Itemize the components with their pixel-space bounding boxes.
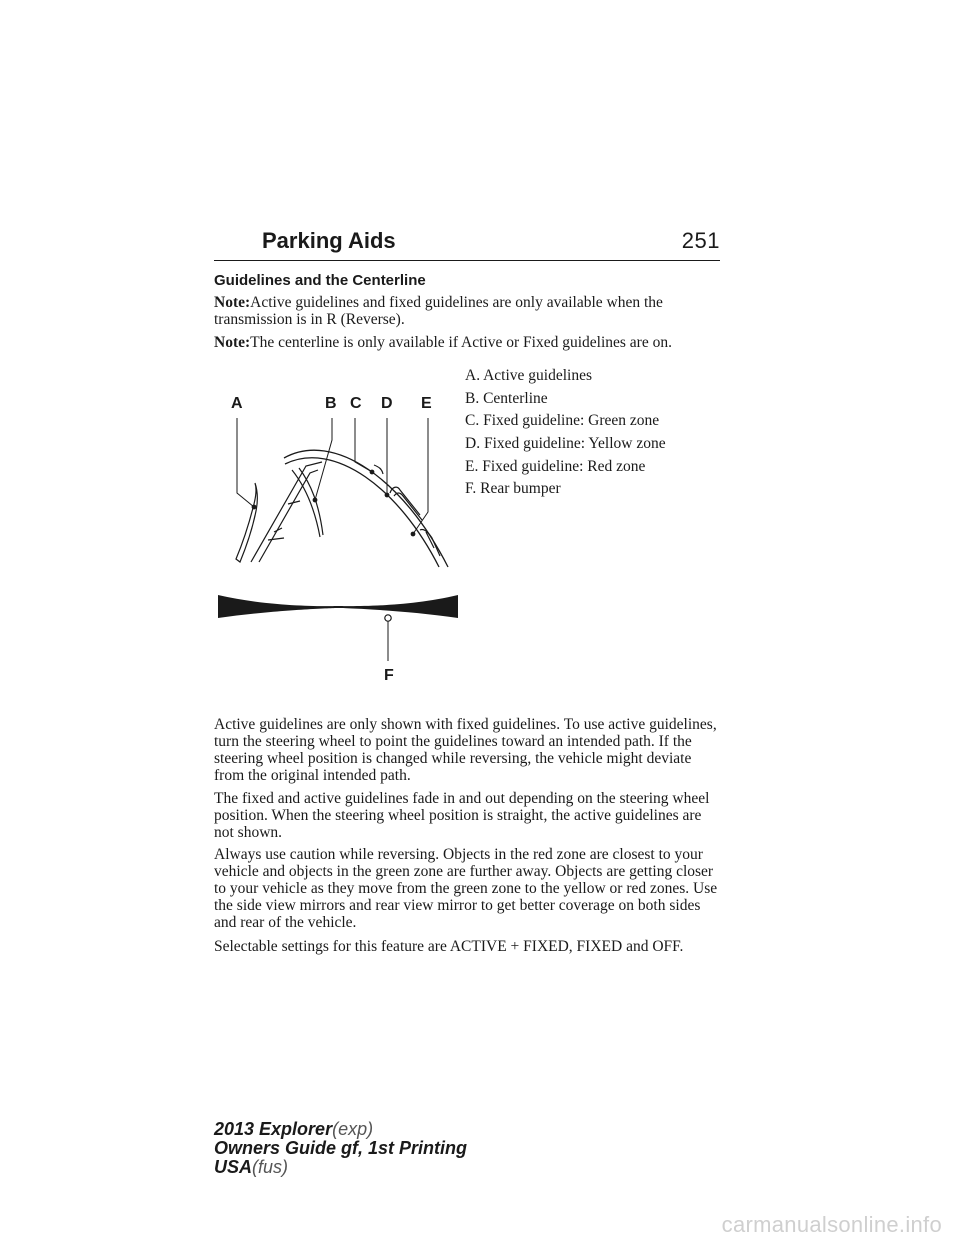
note-label: Note: <box>214 294 251 311</box>
body-paragraph: The fixed and active guidelines fade in and out depending on the steering wheel position. When the steering wheel position is straight, the active guidelines are not shown. <box>214 790 710 841</box>
callout-e-label: E <box>421 395 432 412</box>
diagram-legend <box>465 367 666 503</box>
fixed-guideline-green-zone <box>374 465 383 474</box>
callout-f-label: F <box>384 667 394 684</box>
legend-item: A. Active guidelines <box>465 367 592 384</box>
body-paragraph: Selectable settings for this feature are ACTIVE + FIXED, FIXED and OFF. <box>214 938 684 955</box>
fixed-guideline-red-zone <box>420 529 440 556</box>
leader-a <box>237 418 254 507</box>
callout-d-label: D <box>381 395 393 412</box>
note-reverse <box>214 294 724 328</box>
note-text: The centerline is only available if Active or Fixed guidelines are on. <box>250 334 672 351</box>
legend-item: C. Fixed guideline: Green zone <box>465 412 660 430</box>
callout-c-dot <box>370 470 375 475</box>
header-title: Parking Aids <box>262 228 396 253</box>
fixed-guideline-left-rung <box>268 501 300 540</box>
watermark: carmanualsonline.info <box>721 1212 942 1237</box>
legend-item: B. Centerline <box>465 389 548 407</box>
footer-edition: Owners Guide gf, 1st Printing <box>214 1138 468 1158</box>
callout-b-dot <box>313 498 318 503</box>
rear-bumper <box>218 595 458 618</box>
callout-b-label: B <box>325 395 337 412</box>
callout-a-dot <box>252 505 257 510</box>
callout-f-dot <box>385 615 391 621</box>
footer-model: 2013 Explorer <box>214 1119 333 1139</box>
footer-market-code: (fus) <box>252 1157 289 1177</box>
legend-item: E. Fixed guideline: Red zone <box>465 457 646 475</box>
callout-c-label: C <box>350 395 362 412</box>
print-footer <box>214 1120 467 1177</box>
guideline-arc <box>284 450 448 567</box>
callout-a-label: A <box>231 395 243 412</box>
legend-item: F. Rear bumper <box>465 480 561 498</box>
section-title: Guidelines and the Centerline <box>214 272 426 289</box>
callout-d-dot <box>385 493 390 498</box>
note-label: Note: <box>214 334 251 351</box>
guideline-diagram-svg <box>214 380 464 690</box>
body-paragraph: Active guidelines are only shown with fixed guidelines. To use active guidelines, turn the steering wheel to point the guidelines toward an intended path. If the steering wheel position is changed while reversing, the vehicle might deviate from the original intended path. <box>214 716 717 784</box>
leader-c <box>355 418 372 472</box>
page-header <box>214 228 720 261</box>
callout-e-dot <box>411 532 416 537</box>
fixed-guideline-left-outer <box>251 462 322 562</box>
footer-model-code: (exp) <box>332 1119 374 1139</box>
footer-market: USA <box>214 1157 253 1177</box>
legend-item: D. Fixed guideline: Yellow zone <box>465 435 666 453</box>
guideline-diagram <box>214 380 464 690</box>
page-number: 251 <box>681 228 720 253</box>
leader-e <box>413 418 428 534</box>
body-paragraph: Always use caution while reversing. Objects in the red zone are closest to your vehicle and objects in the green zone are further away. Objects are getting closer to your vehicle as they move from the green zone to the yellow or red zones. Use the side view mirrors and rear view mirror to get better coverage on both sides and rear of the vehicle. <box>214 846 718 931</box>
note-text: Active guidelines and fixed guidelines are only available when the transmission is in R (Reverse). <box>214 294 663 328</box>
note-centerline <box>214 334 724 351</box>
